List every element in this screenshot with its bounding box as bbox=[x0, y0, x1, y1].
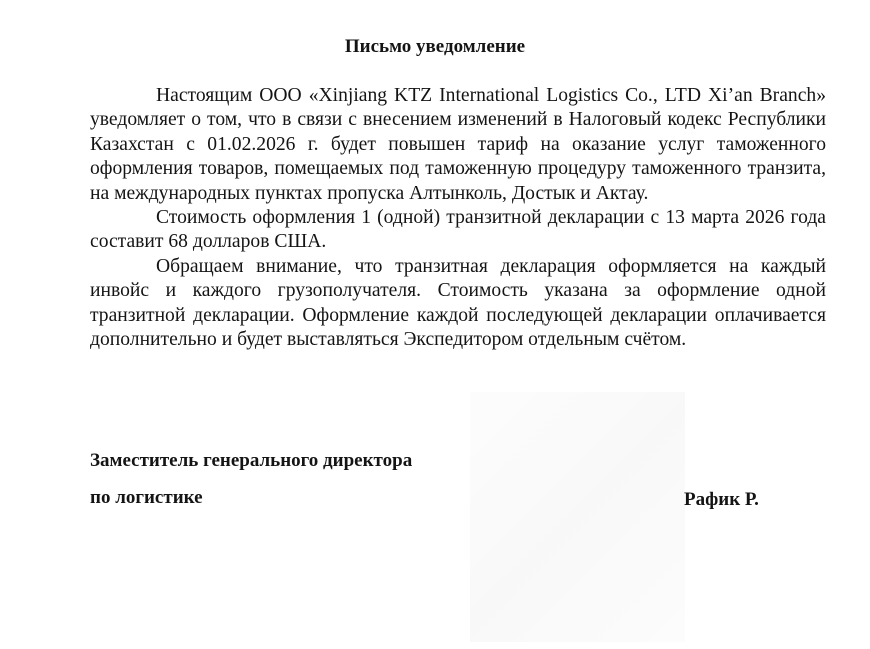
signatory-position-line1: Заместитель генерального директора bbox=[90, 450, 413, 471]
document-title: Письмо уведомление bbox=[344, 36, 526, 57]
paragraph-tariff-notice: Настоящим ООО «Xinjiang KTZ International Logistics Co., LTD Xi’an Branch» уведомляет о том, что в связи с внесением изменений в Налоговый кодекс Республики Казахстан с 01.02.2026 г. будет повышен тариф на оказание услуг таможенного оформления товаров, помещаемых под таможенную процедуру таможенного транзита, на международных пунктах пропуска Алтынколь, Достык и Актау. bbox=[90, 85, 826, 204]
document-body bbox=[90, 84, 826, 352]
stamp-image bbox=[470, 392, 685, 642]
signatory-position-line2: по логистике bbox=[90, 487, 203, 508]
paragraph-declaration-cost: Стоимость оформления 1 (одной) транзитной декларации с 13 марта 2026 года составит 68 долларов США. bbox=[90, 207, 826, 253]
paragraph-declaration-terms: Обращаем внимание, что транзитная декларация оформляется на каждый инвойс и каждого грузополучателя. Стоимость указана за оформление одной транзитной декларации. Оформление каждой последующей декларации оплачивается дополнительно и будет выставляться Экспедитором отдельным счётом. bbox=[90, 255, 826, 351]
signatory-name: Рафик Р. bbox=[684, 489, 759, 510]
